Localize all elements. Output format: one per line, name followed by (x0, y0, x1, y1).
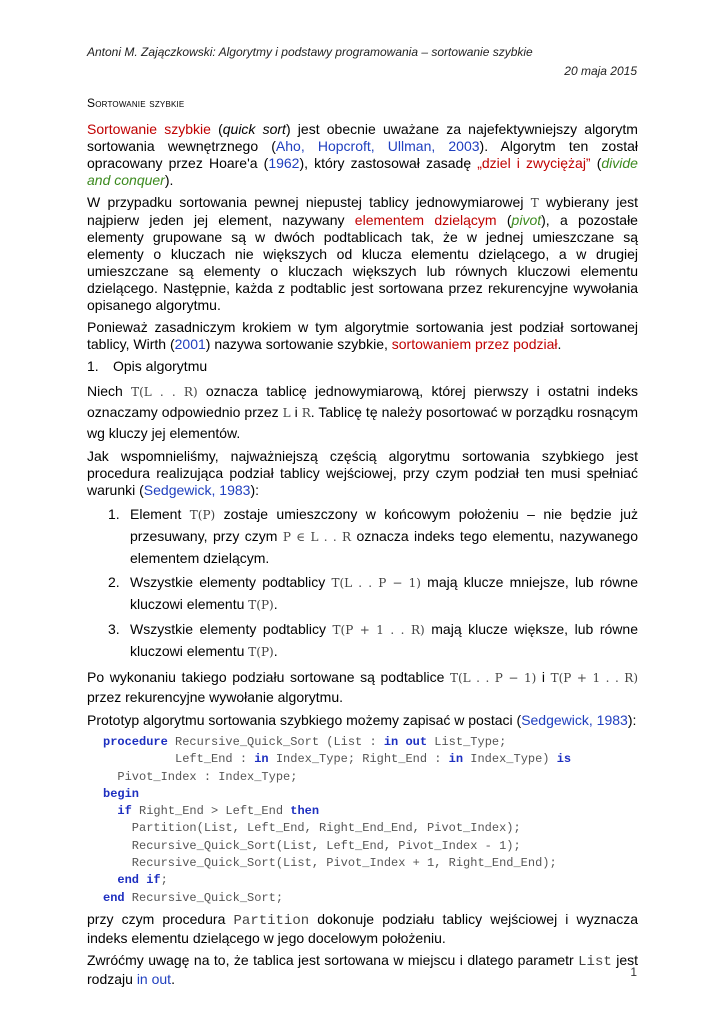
text: ( (590, 155, 602, 171)
code-keyword: if (117, 804, 132, 819)
code-keyword: in (448, 752, 464, 767)
code-line (103, 787, 139, 801)
heading-text: Opis algorytmu (113, 358, 208, 374)
math-r: R (301, 406, 311, 420)
page-number: 1 (630, 965, 637, 979)
text: Prototyp algorytmu sortowania szybkiego możemy zapisać w postaci ( (87, 712, 522, 728)
code-text: Left_End : (103, 752, 255, 767)
term-pivot: pivot (511, 212, 542, 228)
code-text: Right_End > Left_End (131, 804, 291, 819)
section-title: Sortowanie szybkie (87, 96, 185, 110)
code-line (103, 839, 521, 853)
text: . (273, 596, 278, 612)
math-t: T (530, 196, 539, 210)
code-text: Recursive_Quick_Sort(List, Left_End, Pivot_Index - 1); (103, 838, 521, 853)
citation-link-aho[interactable]: Aho, Hopcroft, Ullman, 2003 (275, 138, 480, 154)
citation-link-wirth[interactable]: 2001 (174, 336, 206, 352)
math: T(P) (248, 645, 274, 659)
code-line (103, 873, 168, 887)
code-keyword: end (103, 890, 125, 905)
text: dokonuje podziału tablicy wejściowej i wyznacza indeks elementu dzielącego w jego docelowym położeniu. (87, 910, 638, 946)
code-listing (103, 734, 638, 907)
keyword-in-out: in out (136, 970, 172, 987)
text: Niech (87, 383, 132, 399)
code-keyword: is (556, 752, 572, 767)
text: ): (627, 712, 637, 728)
running-header: Antoni M. Zajączkowski: Algorytmy i podstawy programowania – sortowanie szybkie (87, 45, 533, 59)
code-text: Index_Type; Right_End : (268, 752, 449, 767)
text: i (290, 404, 302, 420)
text: . Tablicę tę należy posortować w porządku rosnącym wg kluczy jej elementów. (87, 404, 638, 441)
text: ) nazywa sortowanie szybkie, (205, 336, 392, 352)
keyword-element-dzielacy: elementem dzielącym (354, 212, 497, 228)
text: Po wykonaniu takiego podziału sortowane są podtablice (87, 669, 450, 685)
code-line (103, 770, 297, 784)
text: ( (210, 121, 223, 137)
text: przez rekurencyjne wywołanie algorytmu. (87, 689, 343, 705)
code-line (103, 752, 571, 766)
code-text: ; (160, 873, 168, 888)
math: T(L . . P − 1) (449, 671, 537, 685)
text: W przypadku sortowania pewnej niepustej tablicy jednowymiarowej (87, 194, 531, 210)
code-text: List_Type; (427, 735, 507, 749)
code-partition: Partition (233, 912, 310, 929)
code-keyword: procedure (103, 735, 168, 749)
text: zostaje umieszczony w końcowym położeniu – nie będzie już przesuwany, przy czym (130, 506, 638, 544)
list-item-number: 1. (108, 506, 120, 522)
math-l: L (282, 406, 291, 420)
text: wybierany jest najpierw jeden jej element, nazywany (87, 194, 639, 228)
paragraph-warunki (87, 448, 638, 499)
paragraph-in-out (87, 952, 638, 988)
math: T(P) (248, 598, 274, 612)
text: Ponieważ zasadniczym krokiem w tym algorytmie sortowania jest podział sortowanej tablicy, Wirth ( (87, 319, 638, 352)
math: T(P) (189, 508, 216, 522)
keyword-sortowanie-przez-podzial: sortowaniem przez podział (391, 336, 558, 352)
text: ). (164, 172, 174, 188)
list-item-number: 3. (108, 621, 120, 637)
code-text: Partition(List, Left_End, Right_End_End, Pivot_Index); (103, 821, 521, 836)
text: ( (496, 212, 512, 228)
text: i (536, 669, 551, 685)
text: przy czym procedura (87, 910, 234, 927)
text: jest rodzaju (87, 951, 638, 987)
math: T(P + 1 . . R) (550, 671, 639, 685)
keyword-dziel-i-zwyciezaj: „dziel i zwyciężaj” (477, 155, 591, 171)
page-content (87, 95, 638, 993)
text: oznacza indeks tego elementu, nazywanego elementem dzielącym. (130, 528, 638, 566)
code-line (103, 821, 521, 835)
code-text (103, 873, 117, 887)
code-list: List (578, 953, 612, 970)
text: Jak wspomnieliśmy, najważniejszą częścią algorytmu sortowania szybkiego jest procedura realizująca podział tablicy wejściowej, przy czym podział ten musi spełniać warunki ( (87, 448, 638, 498)
code-keyword: end if (117, 873, 161, 888)
text: Element (130, 506, 190, 522)
paragraph-pivot (87, 194, 638, 314)
list-item (87, 619, 638, 663)
code-keyword: in out (383, 735, 428, 749)
text: oznacza tablicę jednowymiarową, której pierwszy i ostatni indeks oznaczamy odpowiednio przez (87, 383, 638, 420)
text: Wszystkie elementy podtablicy (130, 574, 332, 590)
math: T(P + 1 . . R) (332, 623, 425, 637)
term-divide-and-conquer: divide and conquer (87, 155, 638, 188)
code-text: Recursive_Quick_Sort; (124, 890, 284, 905)
code-text: Recursive_Quick_Sort (List : (167, 735, 384, 749)
code-keyword: in (254, 752, 269, 767)
math-t-l-r: T(L . . R) (131, 385, 198, 399)
paragraph-partition (87, 911, 638, 947)
header-date: 20 maja 2015 (564, 64, 637, 78)
heading-number: 1. (87, 358, 99, 374)
paragraph-rekurencja (87, 668, 638, 707)
paragraph-wirth (87, 319, 638, 353)
keyword-sortowanie-szybkie: Sortowanie szybkie (87, 121, 211, 137)
code-keyword: then (290, 804, 320, 819)
citation-link-sedgewick[interactable]: Sedgewick, 1983 (521, 712, 628, 728)
text: ): (250, 482, 259, 498)
math: T(L . . P − 1) (331, 576, 421, 590)
text: mają klucze mniejsze, lub równe kluczowi elementu (130, 574, 638, 612)
code-text: Recursive_Quick_Sort(List, Pivot_Index + 1, Right_End_End); (103, 856, 557, 871)
code-text: Pivot_Index : Index_Type; (103, 769, 298, 784)
citation-link-hoare[interactable]: 1962 (268, 155, 300, 171)
conditions-list (87, 504, 638, 663)
text: . (273, 643, 278, 659)
paragraph-prototyp (87, 712, 638, 729)
list-item (87, 504, 638, 569)
text: mają klucze większe, lub równe kluczowi elementu (130, 621, 638, 659)
code-line (103, 735, 506, 749)
text: ), a pozostałe elementy grupowane są w dwóch podtablicach tak, że w jednej umieszczane są elementy o kluczach nie większych od klucza elementu dzielącego, a w drugiej umieszczane są elementy o kluczach większych lub równych kluczowi elementu dzielącego. Następnie, każda z podtablic jest sortowana przez rekurencyjne wywołania opisanego algorytmu. (87, 212, 638, 313)
citation-link-sedgewick[interactable]: Sedgewick, 1983 (143, 482, 251, 498)
code-line (103, 804, 319, 818)
paragraph-intro (87, 121, 638, 189)
code-text (103, 804, 117, 818)
math: P ∈ L . . R (282, 530, 352, 544)
text: ), który zastosował zasadę (299, 155, 478, 171)
heading-opis-algorytmu (87, 358, 638, 375)
code-keyword: begin (103, 786, 140, 801)
paragraph-niech (87, 381, 638, 443)
list-item-number: 2. (108, 574, 120, 590)
text: . (557, 336, 562, 352)
list-item (87, 572, 638, 616)
text: Wszystkie elementy podtablicy (130, 621, 333, 637)
text: ) jest obecnie uważane za najefektywniejszy algorytm sortowania wewnętrznego ( (87, 121, 638, 154)
text: . (171, 970, 175, 987)
text: Zwróćmy uwagę na to, że tablica jest sortowana w miejscu i dlatego parametr (87, 951, 579, 968)
term-quick-sort: quick sort (222, 121, 286, 137)
code-text: Index_Type) (463, 752, 557, 767)
code-line (103, 856, 557, 870)
text: ). Algorytm ten został opracowany przez Hoare'a ( (87, 138, 639, 171)
code-line (103, 891, 283, 905)
